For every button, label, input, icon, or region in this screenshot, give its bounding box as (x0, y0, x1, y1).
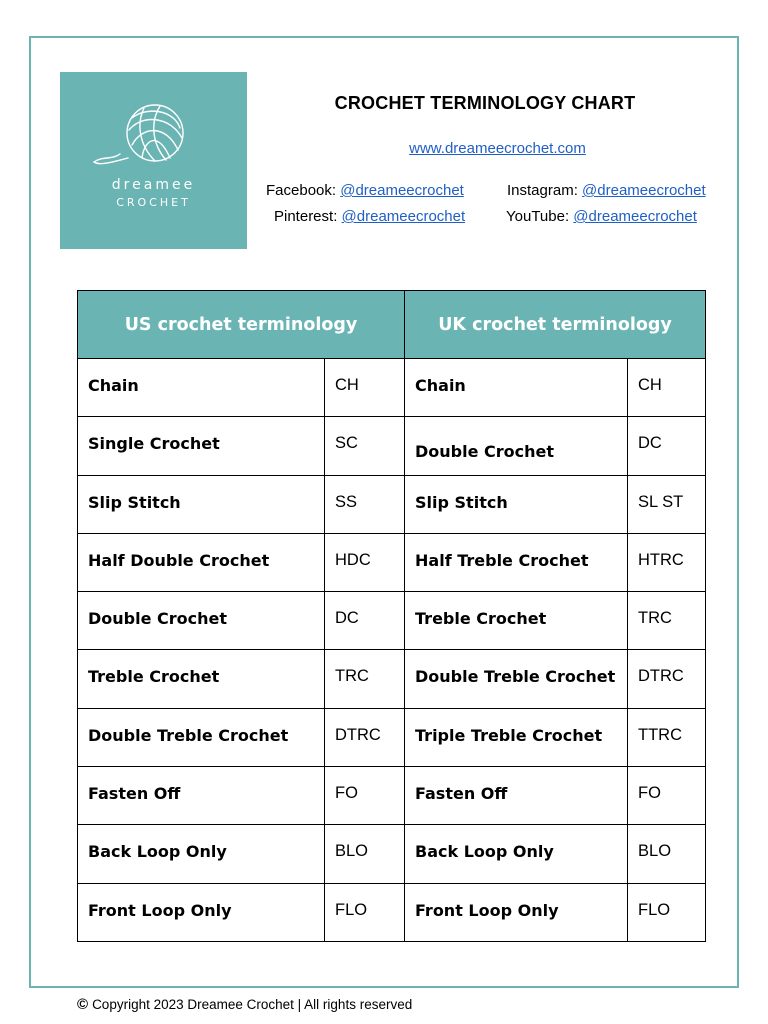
us-abbreviation: DC (325, 592, 405, 650)
youtube-link[interactable]: @dreameecrochet (573, 208, 697, 225)
copyright-footer (77, 996, 412, 1013)
uk-terminology-header: UK crochet terminology (405, 291, 706, 359)
website-link-row (285, 140, 710, 157)
us-terminology-header: US crochet terminology (78, 291, 405, 359)
us-term: Double Crochet (78, 592, 325, 650)
us-abbreviation: TRC (325, 650, 405, 708)
us-abbreviation: FO (325, 767, 405, 825)
us-abbreviation: SS (325, 475, 405, 533)
uk-term: Treble Crochet (405, 592, 628, 650)
yarn-ball-icon (92, 100, 217, 175)
uk-abbreviation: CH (628, 359, 706, 417)
table-row (78, 417, 706, 475)
uk-term: Double Treble Crochet (405, 650, 628, 708)
us-abbreviation: FLO (325, 883, 405, 941)
table-header-row (78, 291, 706, 359)
us-term: Back Loop Only (78, 825, 325, 883)
uk-term: Slip Stitch (405, 475, 628, 533)
uk-abbreviation: BLO (628, 825, 706, 883)
table-row (78, 883, 706, 941)
uk-abbreviation: SL ST (628, 475, 706, 533)
table-row (78, 708, 706, 766)
uk-abbreviation: FLO (628, 883, 706, 941)
facebook-link[interactable]: @dreameecrochet (340, 182, 464, 199)
uk-abbreviation: DTRC (628, 650, 706, 708)
social-pinterest (274, 208, 465, 225)
copyright-text: Copyright 2023 Dreamee Crochet | All rights reserved (92, 997, 413, 1012)
instagram-link[interactable]: @dreameecrochet (582, 182, 706, 199)
uk-abbreviation: FO (628, 767, 706, 825)
us-term: Treble Crochet (78, 650, 325, 708)
us-abbreviation: DTRC (325, 708, 405, 766)
us-term: Front Loop Only (78, 883, 325, 941)
us-term: Half Double Crochet (78, 533, 325, 591)
uk-term: Triple Treble Crochet (405, 708, 628, 766)
instagram-label: Instagram: (507, 182, 583, 199)
uk-abbreviation: HTRC (628, 533, 706, 591)
uk-term: Fasten Off (405, 767, 628, 825)
uk-term: Double Crochet (405, 417, 628, 475)
uk-term: Half Treble Crochet (405, 533, 628, 591)
facebook-label: Facebook: (266, 182, 341, 199)
copyright-icon: © (77, 996, 89, 1013)
uk-abbreviation: DC (628, 417, 706, 475)
table-row (78, 825, 706, 883)
uk-abbreviation: TTRC (628, 708, 706, 766)
uk-term: Chain (405, 359, 628, 417)
us-abbreviation: SC (325, 417, 405, 475)
us-term: Fasten Off (78, 767, 325, 825)
table-row (78, 592, 706, 650)
table-row (78, 475, 706, 533)
table-row (78, 650, 706, 708)
logo-wordmark-top: dreamee (111, 177, 196, 193)
uk-abbreviation: TRC (628, 592, 706, 650)
pinterest-label: Pinterest: (274, 208, 342, 225)
social-instagram (507, 182, 706, 199)
youtube-label: YouTube: (506, 208, 574, 225)
us-abbreviation: HDC (325, 533, 405, 591)
us-term: Single Crochet (78, 417, 325, 475)
us-term: Slip Stitch (78, 475, 325, 533)
table-row (78, 359, 706, 417)
table-row (78, 533, 706, 591)
page-title: CROCHET TERMINOLOGY CHART (334, 93, 636, 113)
website-link[interactable]: www.dreameecrochet.com (409, 140, 586, 157)
logo-wordmark-bottom: CROCHET (116, 196, 191, 209)
us-abbreviation: BLO (325, 825, 405, 883)
us-abbreviation: CH (325, 359, 405, 417)
us-term: Chain (78, 359, 325, 417)
terminology-table (77, 290, 706, 942)
uk-term: Back Loop Only (405, 825, 628, 883)
social-youtube (506, 208, 697, 225)
social-facebook (266, 182, 464, 199)
pinterest-link[interactable]: @dreameecrochet (341, 208, 466, 225)
table-row (78, 767, 706, 825)
brand-logo (60, 72, 247, 249)
uk-term: Front Loop Only (405, 883, 628, 941)
us-term: Double Treble Crochet (78, 708, 325, 766)
